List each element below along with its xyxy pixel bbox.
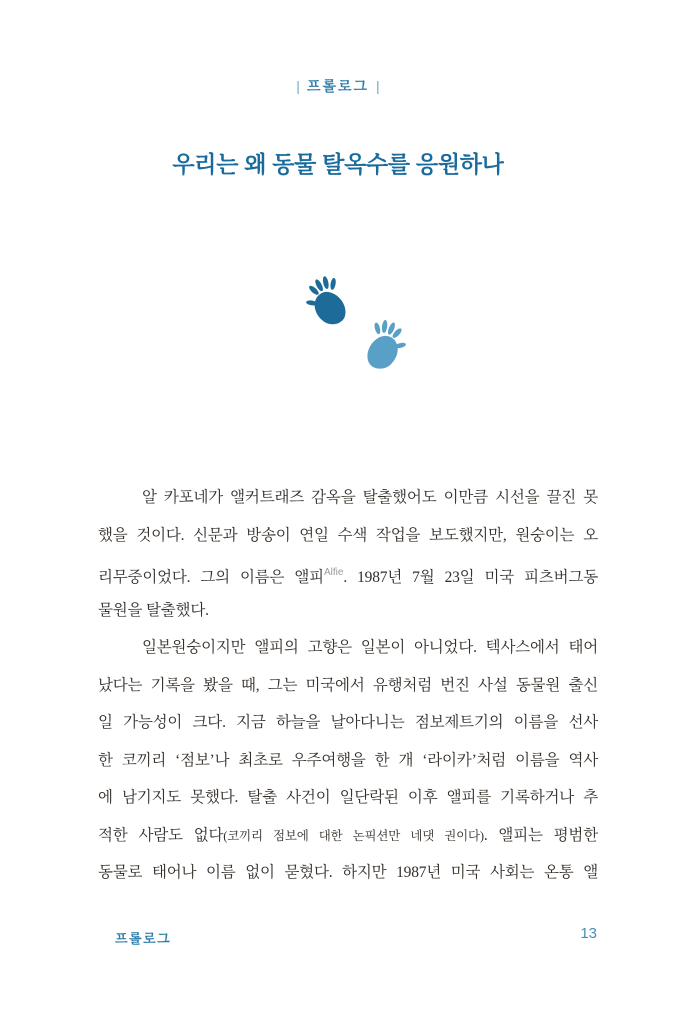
footprints-illustration [296,272,416,374]
header-bar-right-icon: | [376,78,380,94]
body-line [98,592,598,630]
body-segment: 에 남기지도 못했다. 탈출 사건이 일단락된 이후 앨피를 기록하거나 추 [98,789,598,806]
running-head [0,76,676,96]
monkey-footprint-dark-icon [302,274,348,329]
body-segment: 동물로 태어나 이름 없이 묻혔다. 하지만 1987년 미국 사회는 온통 앨 [98,864,598,881]
body-line [98,667,598,705]
body-segment: . 1987년 7월 23일 미국 피츠버그동 [343,569,598,586]
body-line [98,742,598,780]
header-label: 프롤로그 [306,78,370,94]
body-text [98,479,598,892]
body-line [98,779,598,817]
monkey-footprint-light-icon [366,319,408,371]
body-segment: 났다는 기록을 봤을 때, 그는 미국에서 유행처럼 번진 사설 동물원 출신 [98,676,598,694]
footer-section-label: 프롤로그 [115,931,172,946]
body-line [98,479,598,517]
body-segment: 일본원숭이지만 앨피의 고향은 일본이 아니었다. 텍사스에서 태어 [142,639,598,656]
page-number: 13 [580,925,597,942]
body-segment: 적한 사람도 없다 [98,826,224,844]
footprints-svg [296,272,416,374]
chapter-title: 우리는 왜 동물 탈옥수를 응원하나 [172,151,504,177]
superscript-annotation: Alfie [323,567,344,578]
parenthetical-note: (코끼리 점보에 대한 논픽션만 네댓 권이다) [223,828,484,843]
body-line [98,704,598,742]
body-line [98,554,598,592]
body-segment: 한 코끼리 ‘점보’나 최초로 우주여행을 한 개 ‘라이카’처럼 이름을 역사 [98,751,598,769]
body-line [98,517,598,555]
header-bar-left-icon: | [296,78,300,94]
body-line [98,629,598,667]
body-segment: 일 가능성이 크다. 지금 하늘을 날아다니는 점보제트기의 이름을 선사 [98,714,598,731]
body-segment: . 앨피는 평범한 [483,826,598,844]
body-line [98,817,598,855]
body-line [98,854,598,892]
body-segment: 물원을 탈출했다. [98,601,209,619]
body-segment: 했을 것이다. 신문과 방송이 연일 수색 작업을 보도했지만, 원숭이는 오 [98,526,598,544]
body-segment: 리무중이었다. 그의 이름은 앨피 [98,569,324,586]
body-segment: 알 카포네가 앨커트래즈 감옥을 탈출했어도 이만큼 시선을 끌진 못 [142,489,598,506]
